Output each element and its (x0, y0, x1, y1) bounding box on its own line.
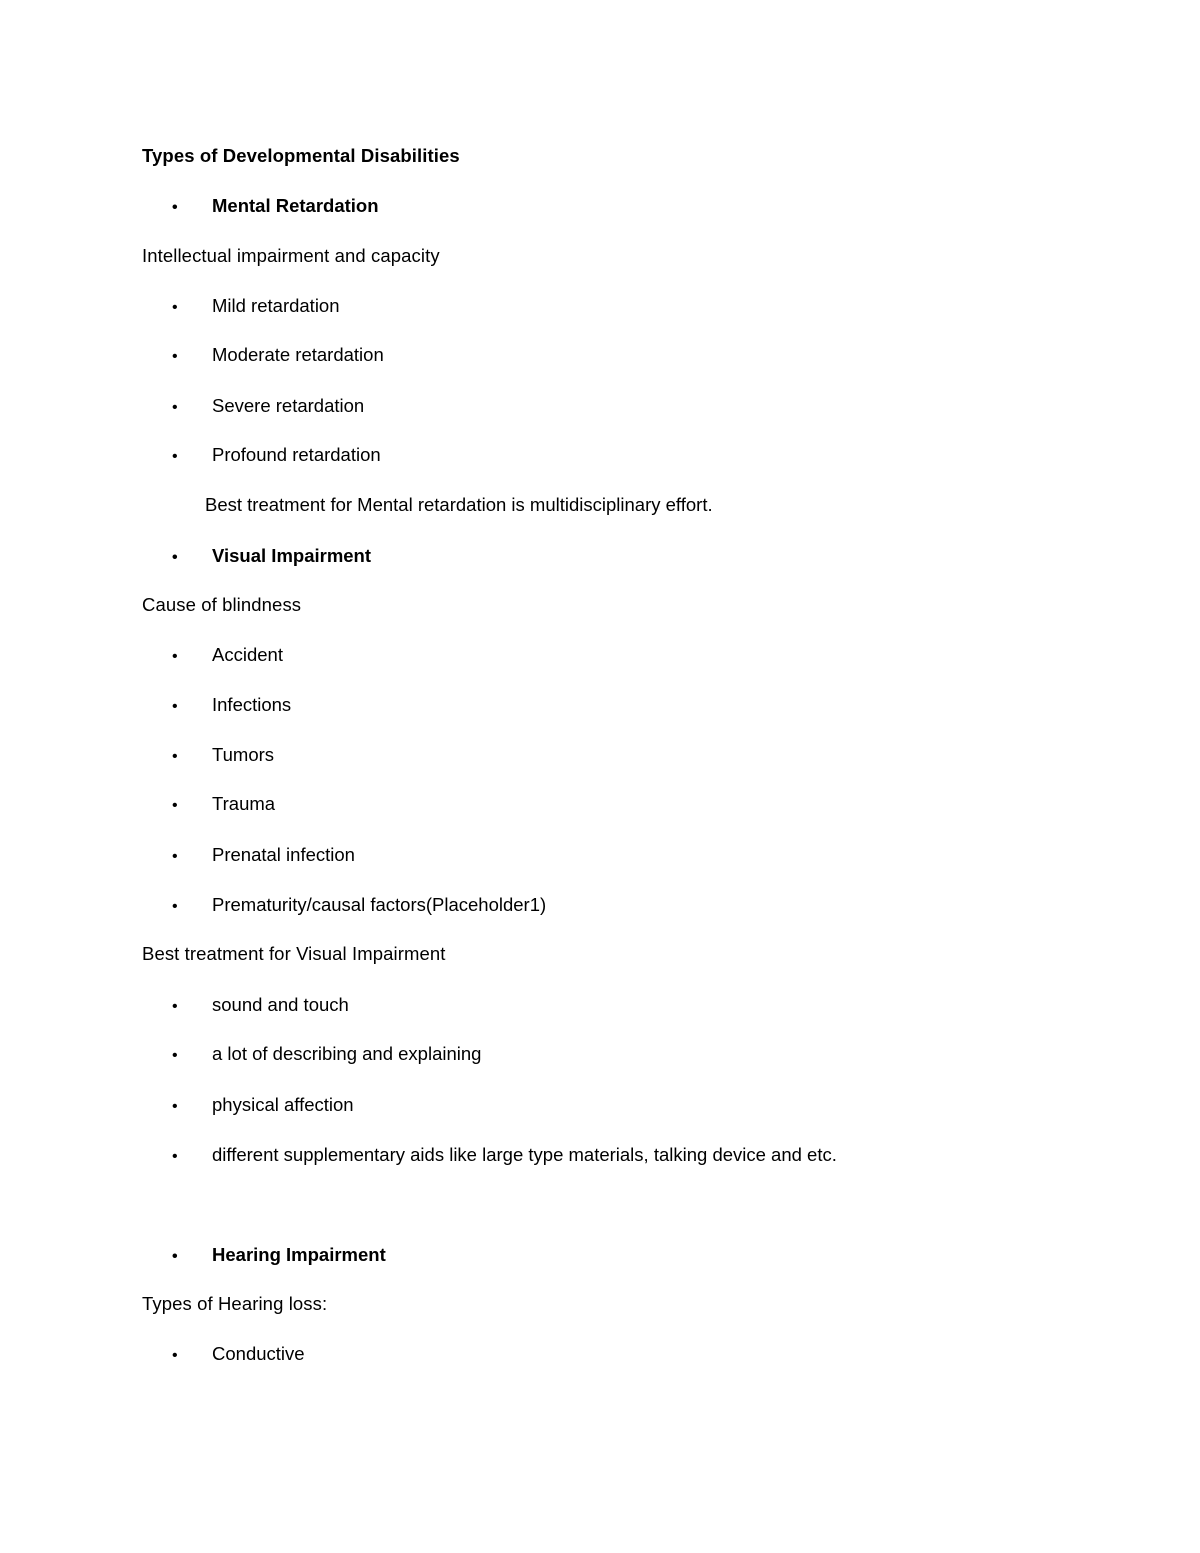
list-item (172, 743, 274, 769)
list-item (172, 843, 355, 869)
bullet-icon: • (172, 698, 178, 715)
list-item-text: Infections (212, 694, 292, 715)
list-item-text: Prenatal infection (212, 844, 355, 865)
mental-treatment-note: Best treatment for Mental retardation is multidisciplinary effort. (205, 494, 713, 515)
list-item-text: Prematurity/causal factors(Placeholder1) (212, 894, 547, 915)
list-item (172, 1342, 305, 1368)
list-item (172, 893, 546, 919)
section-heading-mental (172, 194, 379, 220)
bullet-icon: • (172, 549, 178, 566)
list-item-text: Tumors (212, 744, 275, 765)
list-item-text: Accident (212, 644, 283, 665)
bullet-icon: • (172, 998, 178, 1015)
bullet-icon: • (172, 348, 178, 365)
bullet-icon: • (172, 399, 178, 416)
bullet-icon: • (172, 898, 178, 915)
heading-text: Mental Retardation (212, 195, 379, 216)
list-item-text: Moderate retardation (212, 344, 384, 365)
list-item (172, 394, 364, 420)
list-item (172, 443, 381, 469)
list-item-text: Mild retardation (212, 295, 340, 316)
bullet-icon: • (172, 1347, 178, 1364)
list-item (172, 1093, 354, 1119)
list-item (172, 792, 275, 818)
list-item-text: a lot of describing and explaining (212, 1043, 482, 1064)
bullet-icon: • (172, 1248, 178, 1265)
list-item-text: Conductive (212, 1343, 305, 1364)
bullet-icon: • (172, 1098, 178, 1115)
list-item (172, 993, 349, 1019)
bullet-icon: • (172, 1047, 178, 1064)
list-item (172, 1143, 837, 1169)
list-item-text: Profound retardation (212, 444, 381, 465)
bullet-icon: • (172, 448, 178, 465)
section-heading-visual (172, 544, 371, 570)
visual-intro: Cause of blindness (142, 594, 302, 615)
list-item (172, 294, 340, 320)
hearing-intro: Types of Hearing loss: (142, 1293, 328, 1314)
heading-text: Visual Impairment (212, 545, 372, 566)
bullet-icon: • (172, 1148, 178, 1165)
heading-text: Hearing Impairment (212, 1244, 386, 1265)
list-item (172, 643, 283, 669)
list-item-text: Severe retardation (212, 395, 365, 416)
list-item (172, 1042, 481, 1068)
mental-intro: Intellectual impairment and capacity (142, 245, 440, 266)
bullet-icon: • (172, 648, 178, 665)
bullet-icon: • (172, 748, 178, 765)
list-item-text: physical affection (212, 1094, 354, 1115)
section-heading-hearing (172, 1243, 386, 1269)
document-title: Types of Developmental Disabilities (142, 145, 460, 166)
bullet-icon: • (172, 199, 178, 216)
list-item (172, 343, 384, 369)
bullet-icon: • (172, 299, 178, 316)
list-item-text: different supplementary aids like large type materials, talking device and etc. (212, 1144, 837, 1165)
bullet-icon: • (172, 848, 178, 865)
bullet-icon: • (172, 797, 178, 814)
list-item-text: sound and touch (212, 994, 349, 1015)
list-item (172, 693, 291, 719)
visual-treatment-intro: Best treatment for Visual Impairment (142, 943, 446, 964)
list-item-text: Trauma (212, 793, 276, 814)
